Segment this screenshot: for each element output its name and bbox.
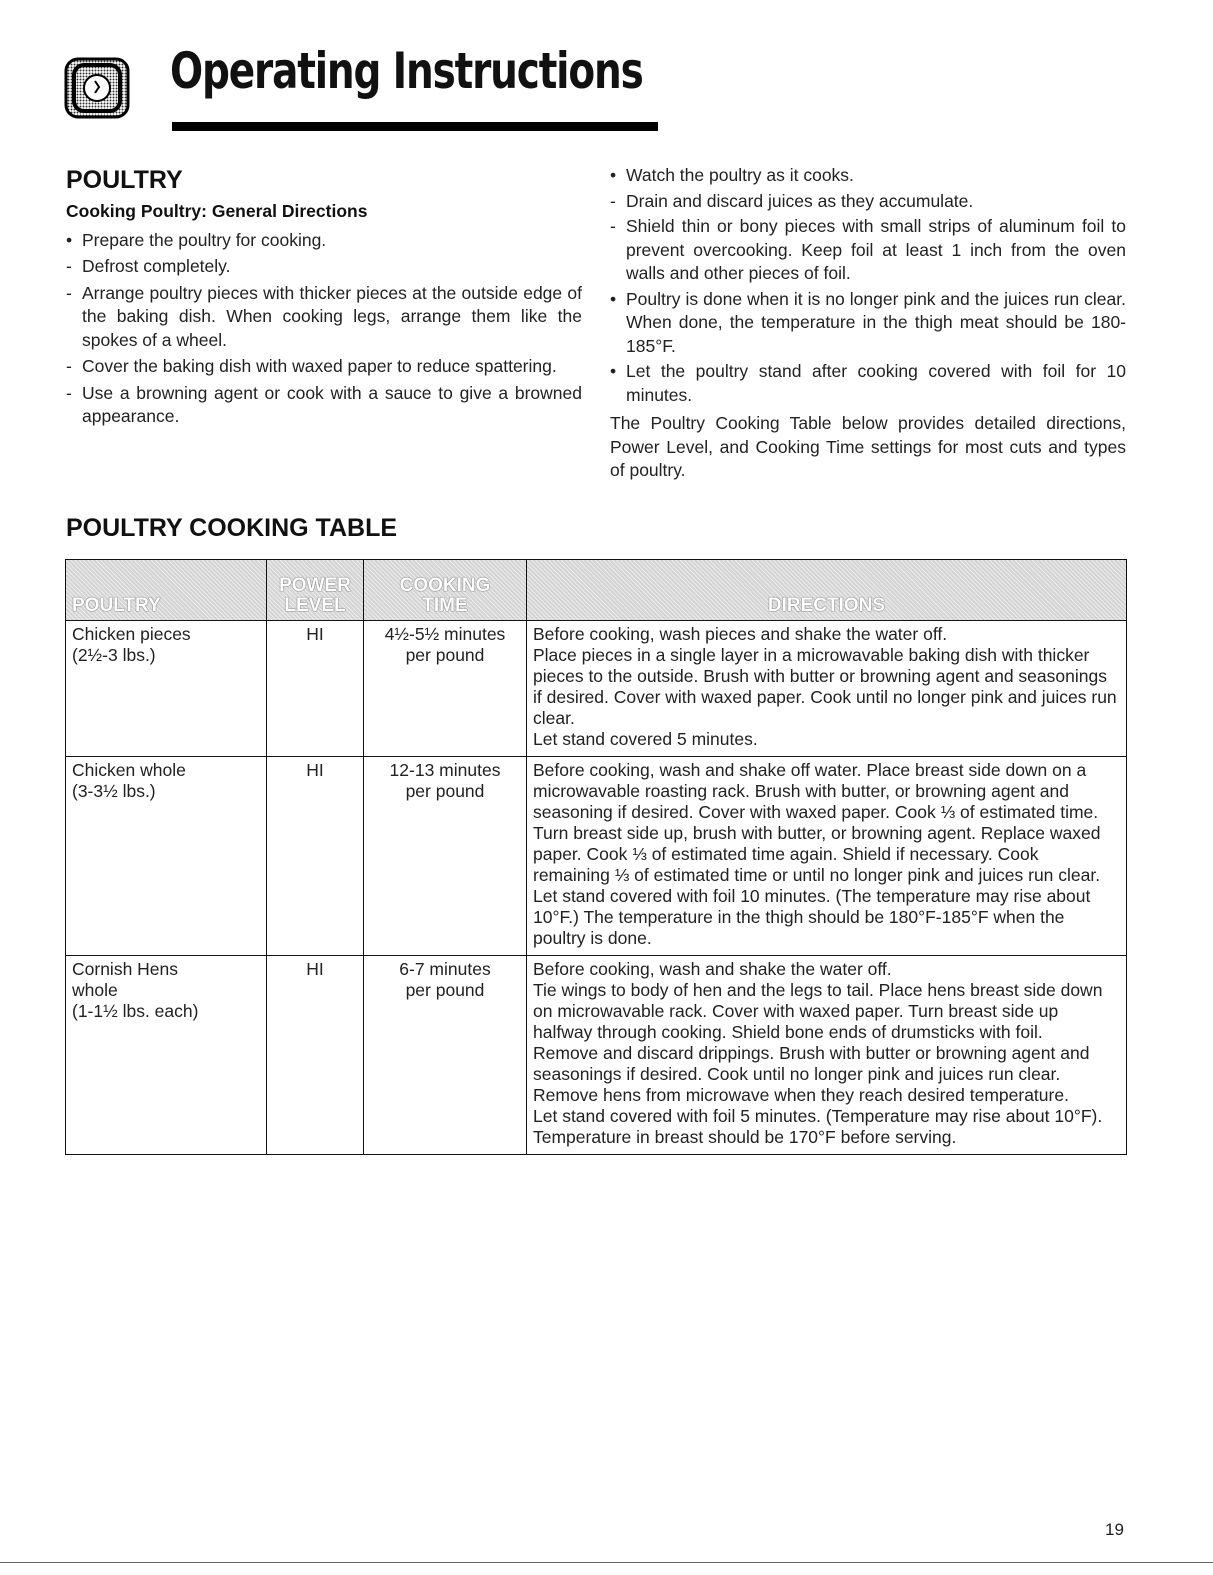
header-cooking-time: COOKING TIME (364, 560, 527, 621)
cell-time: 12-13 minutes per pound (364, 757, 527, 956)
list-item: • Poultry is done when it is no longer pink and the juices run clear. When done, the temperature in the thigh meat should be 180-185°F. (610, 288, 1126, 356)
cell-poultry: Chicken whole (3-3½ lbs.) (66, 757, 267, 956)
poultry-general-directions (66, 164, 582, 432)
list-item: - Shield thin or bony pieces with small strips of aluminum foil to prevent overcooking. Keep foil at least 1 inch from the oven walls and other pieces of foil. (610, 216, 1126, 283)
footer-divider (0, 1562, 1213, 1563)
list-item: - Use a browning agent or cook with a sauce to give a browned appearance. (66, 382, 582, 426)
list-item: • Watch the poultry as it cooks. (610, 165, 854, 185)
poultry-cooking-table (65, 559, 1127, 1155)
cell-time: 6-7 minutes per pound (364, 956, 527, 1155)
left-direction-list (66, 229, 582, 429)
list-item: - Drain and discard juices as they accumulate. (610, 190, 974, 211)
title-underline (172, 122, 658, 131)
cell-directions: Before cooking, wash and shake off water. Place breast side down on a microwavable roasting rack. Brush with butter, or browning agent and seasoning if desired. Cover with waxed paper. Cook ⅓ of estimated time. Turn breast side up, brush with butter, or browning agent. Replace waxed paper. Cook ⅓ of estimated time again. Shield if necessary. Cook remaining ⅓ of estimated time or until no longer pink and juices run clear. Let stand covered with foil 10 minutes. (The temperature may rise about 10°F.) The temperature in the thigh should be 180°F-185°F when the poultry is done. (527, 757, 1127, 956)
right-direction-list (610, 164, 1126, 407)
table-row (66, 956, 1127, 1155)
page-number: 19 (1105, 1520, 1124, 1539)
list-item: • Prepare the poultry for cooking. (66, 229, 327, 250)
table-row (66, 621, 1127, 757)
table-header-row (66, 560, 1127, 621)
header-poultry: POULTRY (66, 560, 267, 621)
cell-power: HI (267, 621, 364, 757)
list-item: - Cover the baking dish with waxed paper to reduce spattering. (66, 356, 557, 376)
cell-power: HI (267, 956, 364, 1155)
cell-power: HI (267, 757, 364, 956)
list-item: - Arrange poultry pieces with thicker pieces at the outside edge of the baking dish. When cooking legs, arrange them like the spokes of a wheel. (66, 282, 582, 350)
cell-poultry: Cornish Hens whole (1-1½ lbs. each) (66, 956, 267, 1155)
cell-directions: Before cooking, wash and shake the water off. Tie wings to body of hen and the legs to tail. Place hens breast side down on microwavable rack. Cover with waxed paper. Turn breast side up halfway through cooking. Shield bone ends of drumsticks with foil. Remove and discard drippings. Brush with butter or browning agent and seasonings if desired. Cook until no longer pink and juices run clear. Remove hens from microwave when they reach desired temperature. Let stand covered with foil 5 minutes. (Temperature may rise about 10°F). Temperature in breast should be 170°F before serving. (527, 956, 1127, 1155)
list-item: • Let the poultry stand after cooking covered with foil for 10 minutes. (610, 361, 1126, 405)
cell-time: 4½-5½ minutes per pound (364, 621, 527, 757)
table-intro-paragraph: The Poultry Cooking Table below provides detailed directions, Power Level, and Cooking Time settings for most cuts and types of poultry. (610, 413, 1126, 480)
header-directions: DIRECTIONS (527, 560, 1127, 621)
cell-directions: Before cooking, wash pieces and shake the water off. Place pieces in a single layer in a microwavable baking dish with thicker pieces to the outside. Brush with butter or browning agent and seasonings if desired. Cover with waxed paper. Cook until no longer pink and juices run clear. Let stand covered 5 minutes. (527, 621, 1127, 757)
oven-dial-icon (64, 57, 130, 119)
cell-poultry: Chicken pieces (2½-3 lbs.) (66, 621, 267, 757)
list-item: - Defrost completely. (66, 256, 231, 276)
table-title: POULTRY COOKING TABLE (66, 514, 398, 542)
poultry-watch-directions (610, 164, 1126, 483)
page-title: Operating Instructions (170, 42, 643, 100)
table-row (66, 757, 1127, 956)
poultry-section-title: POULTRY (66, 166, 183, 194)
poultry-subtitle: Cooking Poultry: General Directions (66, 201, 368, 221)
header-power-level: POWER LEVEL (267, 560, 364, 621)
